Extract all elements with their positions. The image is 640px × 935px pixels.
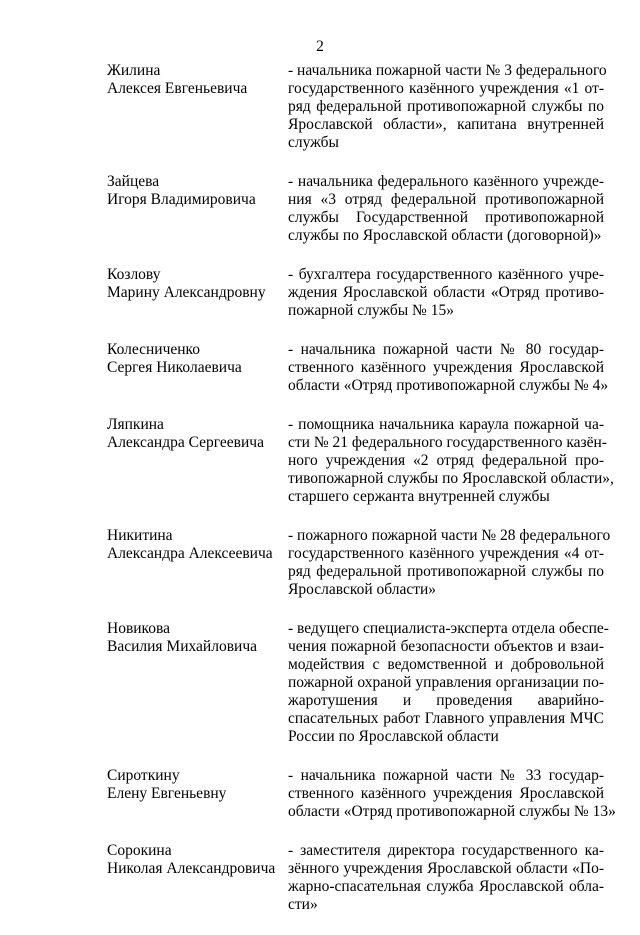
position-line: старшего сержанта внутренней службы	[288, 488, 550, 505]
position-description	[288, 62, 607, 152]
list-item	[107, 341, 609, 395]
person-name	[107, 842, 288, 878]
position-description	[288, 416, 614, 506]
position-line: государственного казённого учреждения «1 от-	[288, 80, 604, 97]
person-name	[107, 767, 288, 803]
surname: Сироткину	[107, 767, 180, 784]
position-line: сти»	[288, 896, 318, 913]
surname: Козлову	[107, 266, 161, 283]
position-line: - начальника пожарной части № 80 государ-	[288, 341, 604, 358]
surname: Сорокина	[107, 842, 172, 859]
position-line: - ведущего специалиста-эксперта отдела обеспе-	[288, 620, 609, 637]
position-line: модействия с ведомственной и добровольной	[288, 656, 604, 673]
position-description	[288, 173, 604, 245]
list-item	[107, 620, 609, 746]
position-line: области «Отряд противопожарной службы № 4»	[288, 377, 609, 394]
surname: Новикова	[107, 620, 171, 637]
position-line: чения пожарной безопасности объектов и взаи-	[288, 638, 604, 655]
position-description	[288, 620, 609, 746]
person-name	[107, 527, 288, 563]
position-line: - начальника пожарной части № 33 государ-	[288, 767, 604, 784]
given-names: Александра Алексеевича	[107, 545, 273, 562]
position-line: ственного казённого учреждения Ярославской	[288, 785, 604, 802]
position-line: - начальника пожарной части № 3 федерального	[288, 62, 607, 79]
surname: Ляпкина	[107, 416, 164, 433]
list-item	[107, 527, 611, 599]
position-line: пожарной службы № 15»	[288, 302, 454, 319]
person-name	[107, 173, 288, 209]
position-description	[288, 842, 604, 914]
position-line: области «Отряд противопожарной службы № 13»	[288, 803, 616, 820]
position-description	[288, 341, 609, 395]
position-line: Ярославской области»	[288, 581, 437, 598]
surname: Жилина	[107, 62, 161, 79]
given-names: Василия Михайловича	[107, 638, 257, 655]
position-line: - пожарного пожарной части № 28 федерального	[288, 527, 611, 544]
person-name	[107, 341, 288, 377]
surname: Никитина	[107, 527, 173, 544]
page-number: 2	[316, 38, 324, 55]
position-line: спасательных работ Главного управления МЧС	[288, 710, 604, 727]
position-line: сти № 21 федерального государственного казён-	[288, 434, 607, 451]
given-names: Марину Александровну	[107, 284, 266, 301]
position-line: жаротушения и проведения аварийно-	[288, 692, 604, 709]
list-item	[107, 173, 604, 245]
position-line: России по Ярославской области	[288, 728, 499, 745]
position-line: службы	[288, 134, 339, 151]
position-line: пожарной охраной управления организации по-	[288, 674, 604, 691]
position-line: - заместителя директора государственного ка-	[288, 842, 604, 859]
person-name	[107, 62, 288, 98]
list-item	[107, 767, 616, 821]
position-description	[288, 527, 611, 599]
given-names: Александра Сергеевича	[107, 434, 264, 451]
given-names: Николая Александровича	[107, 860, 276, 877]
position-line: - помощника начальника караула пожарной ча-	[288, 416, 604, 433]
given-names: Елену Евгеньевну	[107, 785, 227, 802]
position-line: ния «3 отряд федеральной противопожарной	[288, 191, 604, 208]
list-item	[107, 62, 607, 152]
list-item	[107, 266, 604, 320]
position-description	[288, 767, 616, 821]
person-name	[107, 416, 288, 452]
position-line: зённого учреждения Ярославской области «По-	[288, 860, 604, 877]
person-name	[107, 620, 288, 656]
surname: Зайцева	[107, 173, 160, 190]
position-line: жарно-спасательная служба Ярославской обла-	[288, 878, 604, 895]
position-line: ряд федеральной противопожарной службы по	[288, 98, 604, 115]
position-line: ряд федеральной противопожарной службы по	[288, 563, 604, 580]
position-line: службы Государственной противопожарной	[288, 209, 604, 226]
given-names: Игоря Владимировича	[107, 191, 256, 208]
position-line: ственного казённого учреждения Ярославской	[288, 359, 604, 376]
position-line: ного учреждения «2 отряд федеральной про-	[288, 452, 604, 469]
position-line: ждения Ярославской области «Отряд противо-	[288, 284, 604, 301]
list-item	[107, 416, 614, 506]
given-names: Сергея Николаевича	[107, 359, 242, 376]
position-line: службы по Ярославской области (договорной)»	[288, 227, 602, 244]
position-line: - начальника федерального казённого учрежде-	[288, 173, 604, 190]
surname: Колесниченко	[107, 341, 201, 358]
position-description	[288, 266, 604, 320]
position-line: Ярославской области», капитана внутренней	[288, 116, 604, 133]
given-names: Алексея Евгеньевича	[107, 80, 248, 97]
position-line: тивопожарной службы по Ярославской области»,	[288, 470, 614, 487]
award-list	[107, 62, 616, 935]
position-line: государственного казённого учреждения «4 от-	[288, 545, 604, 562]
position-line: - бухгалтера государственного казённого учре-	[288, 266, 604, 283]
list-item	[107, 842, 604, 914]
person-name	[107, 266, 288, 302]
